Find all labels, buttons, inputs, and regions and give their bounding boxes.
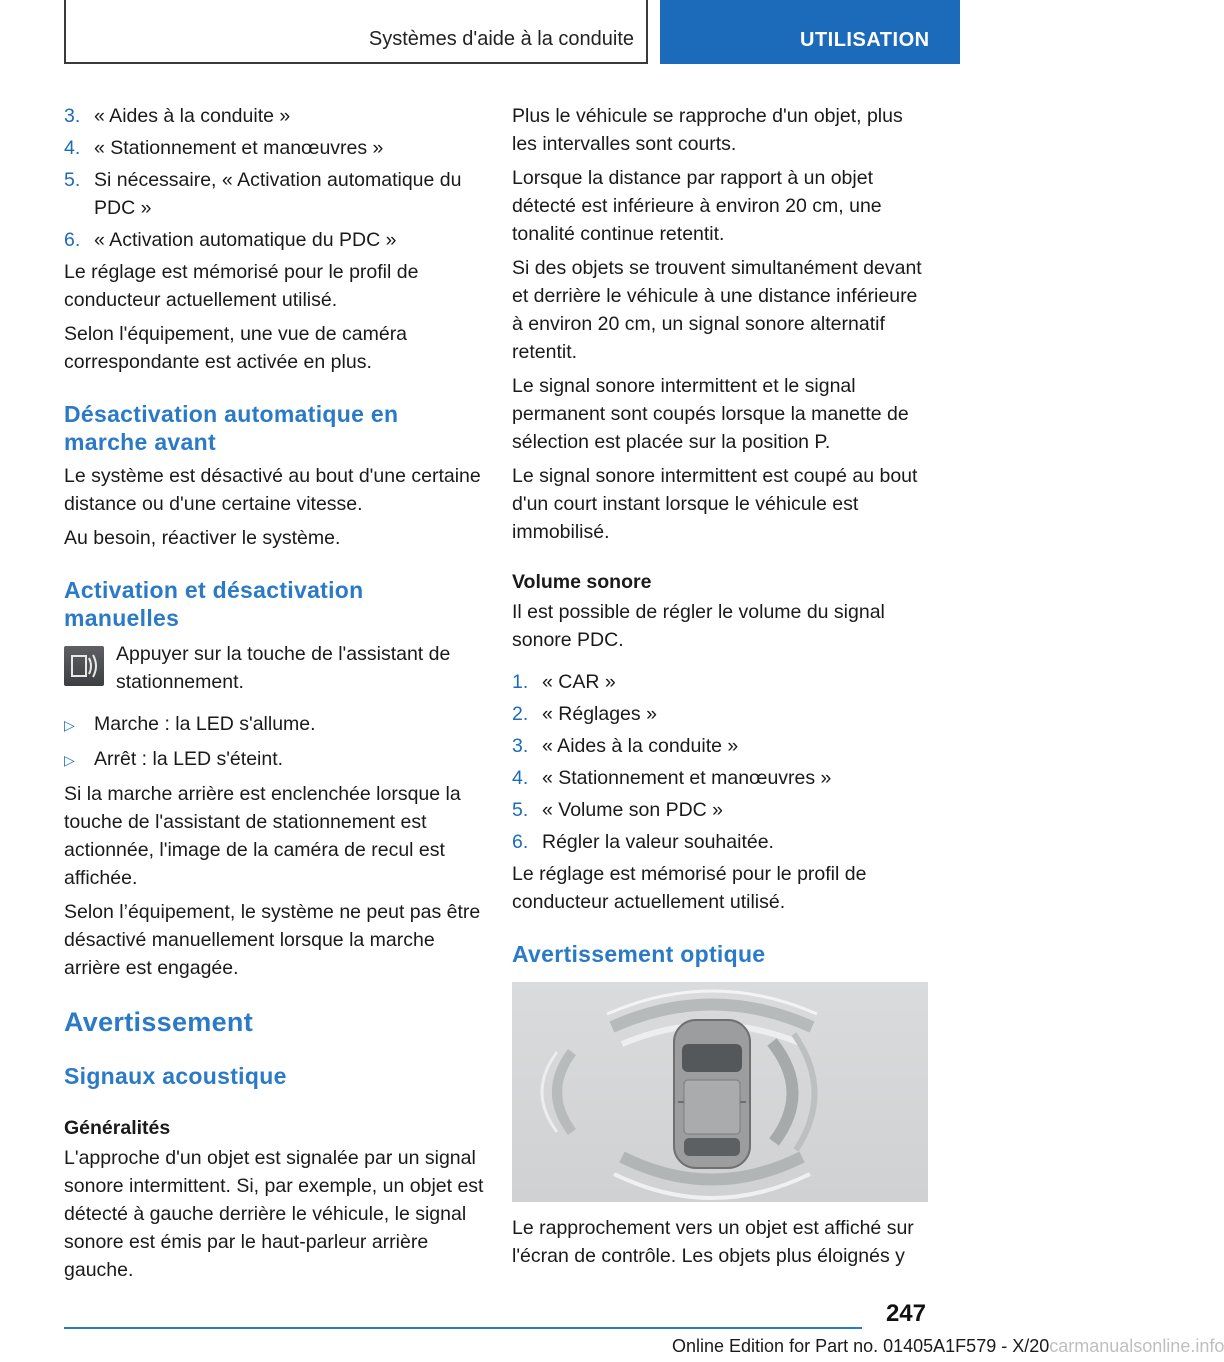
triangle-bullet-icon: ▷ bbox=[64, 717, 75, 733]
watermark-text: carmanualsonline.info bbox=[1049, 1336, 1224, 1356]
header-section-box bbox=[64, 0, 648, 64]
page-header bbox=[0, 0, 960, 66]
heading-auto-deactivation: Désactivation automatique en marche avant bbox=[64, 401, 399, 455]
paragraph-display: Le rapprochement vers un objet est affiché sur l'écran de contrôle. Les objets plus éloignés y bbox=[512, 1217, 914, 1267]
paragraph-20cm: Lorsque la distance par rapport à un objet détecté est inférieure à environ 20 cm, une tonalité continue retentit. bbox=[512, 167, 882, 245]
paragraph-auto-deactivation: Le système est désactivé au bout d'une certaine distance ou d'une certaine vitesse. bbox=[64, 465, 481, 515]
list-item: 3. « Aides à la conduite » bbox=[512, 735, 739, 757]
list-item: 6. Régler la valeur souhaitée. bbox=[512, 831, 774, 853]
button-instruction bbox=[64, 640, 484, 696]
paragraph-closer: Plus le véhicule se rapproche d'un objet, plus les intervalles sont courts. bbox=[512, 105, 903, 155]
list-item: 5. « Volume son PDC » bbox=[512, 799, 724, 821]
list-item: 6. « Activation automatique du PDC » bbox=[64, 229, 397, 251]
list-item: 2. « Réglages » bbox=[512, 703, 657, 725]
paragraph-selector: Le signal sonore intermittent et le signal permanent sont coupés lorsque la manette de sélection est placée sur la position P. bbox=[512, 375, 909, 453]
paragraph-stationary: Le signal sonore intermittent est coupé au bout d'un court instant lorsque le véhicule est immobilisé. bbox=[512, 465, 918, 543]
triangle-bullet-icon: ▷ bbox=[64, 752, 75, 768]
paragraph-approach: L'approche d'un objet est signalée par un signal sonore intermittent. Si, par exemple, un objet est détecté à gauche derrière le véhicule, le signal sonore est émis par le haut-parleur arrière gauche. bbox=[64, 1147, 484, 1281]
paragraph-volume: Il est possible de régler le volume du signal sonore PDC. bbox=[512, 601, 885, 651]
paragraph-reactivate: Au besoin, réactiver le système. bbox=[64, 527, 341, 549]
footer-divider bbox=[64, 1327, 862, 1329]
list-item: 1. « CAR » bbox=[512, 671, 616, 693]
list-item: 4. « Stationnement et manœuvres » bbox=[512, 767, 832, 789]
paragraph-equipment: Selon l’équipement, le système ne peut pas être désactivé manuellement lorsque la marche arrière est engagée. bbox=[64, 901, 481, 979]
list-item: ▷ Marche : la LED s'allume. bbox=[64, 710, 484, 739]
list-item: 3. « Aides à la conduite » bbox=[64, 105, 291, 127]
heading-volume: Volume sonore bbox=[512, 571, 652, 593]
paragraph-both: Si des objets se trouvent simultanément devant et derrière le véhicule à une distance inférieure à environ 20 cm, un signal sonore alternatif retentit. bbox=[512, 257, 922, 363]
paragraph-camera: Selon l'équipement, une vue de caméra correspondante est activée en plus. bbox=[64, 323, 408, 373]
right-column bbox=[512, 102, 928, 1276]
heading-acoustic: Signaux acoustique bbox=[64, 1063, 287, 1089]
heading-optical: Avertissement optique bbox=[512, 941, 766, 967]
left-column bbox=[64, 102, 484, 1290]
paragraph-reverse: Si la marche arrière est enclenchée lorsque la touche de l'assistant de stationnement est actionnée, l'image de la caméra de recul est affichée. bbox=[64, 783, 461, 889]
edition-text: Online Edition for Part no. 01405A1F579 - X/20 bbox=[672, 1336, 1050, 1356]
header-chapter-tab: UTILISATION bbox=[660, 0, 960, 64]
edition-line bbox=[672, 1336, 1224, 1357]
heading-manual-activation: Activation et désactivation manuelles bbox=[64, 577, 364, 631]
heading-general: Généralités bbox=[64, 1117, 171, 1139]
header-section-title: Systèmes d'aide à la conduite bbox=[368, 28, 634, 50]
paragraph-profile: Le réglage est mémorisé pour le profil de conducteur actuellement utilisé. bbox=[64, 261, 419, 311]
list-item: ▷ Arrêt : la LED s'éteint. bbox=[64, 745, 484, 774]
heading-warning: Avertissement bbox=[64, 1007, 253, 1037]
page-number: 247 bbox=[885, 1300, 926, 1327]
list-item: 4. « Stationnement et manœuvres » bbox=[64, 137, 384, 159]
paragraph-profile-2: Le réglage est mémorisé pour le profil de conducteur actuellement utilisé. bbox=[512, 863, 867, 913]
list-item: 5. Si nécessaire, « Activation automatique du PDC » bbox=[64, 169, 462, 219]
pdc-display-illustration bbox=[512, 982, 928, 1202]
park-assist-button-icon bbox=[64, 646, 104, 686]
paragraph-button: Appuyer sur la touche de l'assistant de stationnement. bbox=[116, 643, 451, 693]
